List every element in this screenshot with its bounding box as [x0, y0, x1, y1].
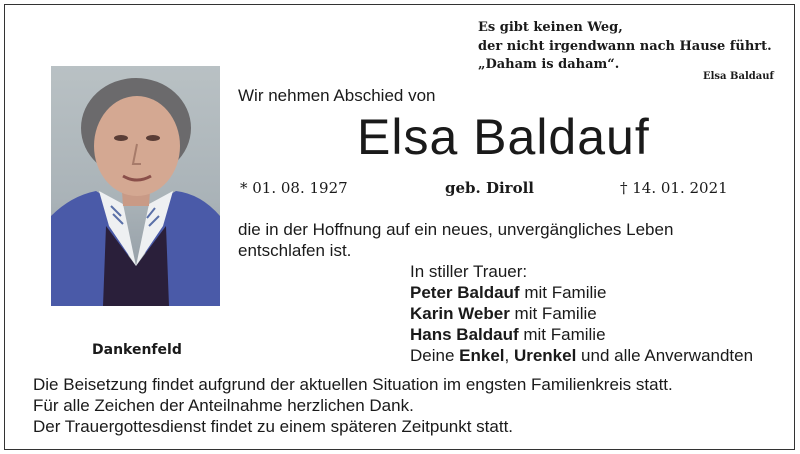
footer-line: Für alle Zeichen der Anteilnahme herzlichen Dank. [33, 396, 414, 415]
portrait-illustration [51, 66, 220, 306]
footer-line: Der Trauergottesdienst findet zu einem späteren Zeitpunkt statt. [33, 417, 514, 436]
mourner-suffix: mit Familie [519, 283, 607, 302]
death-date: † 14. 01. 2021 [620, 179, 728, 197]
deceased-name: Elsa Baldauf [357, 109, 650, 165]
mourner-entry [410, 324, 753, 345]
mourner-suffix: mit Familie [509, 304, 597, 323]
quote-line: „Daham is daham“. [478, 57, 620, 72]
body-text [238, 219, 758, 261]
mourner-entry [410, 303, 753, 324]
quote-line: der nicht irgendwann nach Hause führt. [478, 38, 772, 54]
mourner-suffix: mit Familie [518, 325, 606, 344]
last-prefix: Deine [410, 346, 460, 365]
footer-line: Die Beisetzung findet aufgrund der aktuellen Situation im engsten Familienkreis statt. [33, 375, 673, 394]
quote-line: Es gibt keinen Weg, [478, 20, 623, 35]
mourner-name: Hans Baldauf [410, 325, 519, 344]
quote [478, 19, 778, 75]
mourner-entry [410, 282, 753, 303]
mourner-name: Peter Baldauf [410, 283, 520, 302]
quote-author: Elsa Baldauf [703, 71, 774, 82]
mourners-heading: In stiller Trauer: [410, 262, 528, 281]
mourner-name: Karin Weber [410, 304, 510, 323]
maiden-name: geb. Diroll [445, 179, 534, 197]
last-suffix: und alle Anverwandten [576, 346, 754, 365]
mourner-entry-last [410, 345, 753, 366]
intro-text: Wir nehmen Abschied von [238, 86, 436, 105]
enkel-label: Enkel [459, 346, 505, 365]
portrait-photo [51, 66, 220, 306]
footer-text [33, 374, 673, 437]
location: Dankenfeld [92, 342, 182, 358]
birth-date: * 01. 08. 1927 [240, 179, 348, 197]
body-line: die in der Hoffnung auf ein neues, unvergängliches Leben [238, 220, 674, 239]
mourners-list [410, 261, 753, 366]
last-sep: , [504, 346, 514, 365]
urenkel-label: Urenkel [513, 346, 577, 365]
body-line: entschlafen ist. [238, 241, 352, 260]
